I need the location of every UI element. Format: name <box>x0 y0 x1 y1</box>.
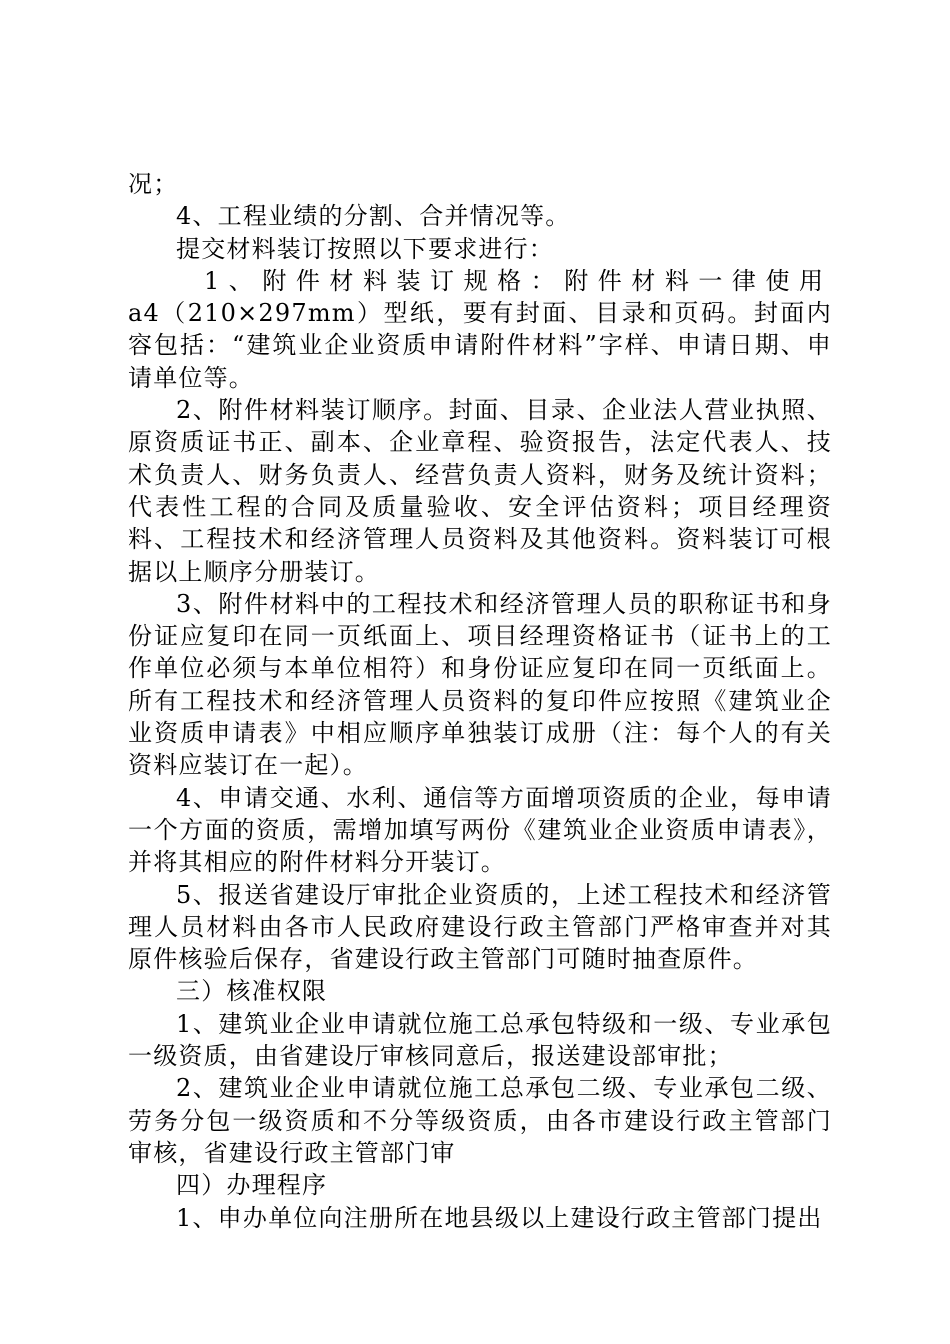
paragraph-authority-2: 2、建筑业企业申请就位施工总承包二级、专业承包二级、劳务分包一级资质和不分等级资质，由各市建设行政主管部门审核，省建设行政主管部门审 <box>128 1074 832 1167</box>
paragraph-item-4-performance: 4、工程业绩的分割、合并情况等。 <box>176 202 571 231</box>
paragraph-binding-spec-heading: 1、附件材料装订规格：附件材料一律使用 <box>204 266 832 295</box>
paragraph-copy-requirements: 3、附件材料中的工程技术和经济管理人员的职称证书和身份证应复印在同一页纸面上、项目经理资格证书（证书上的工作单位必须与本单位相符）和身份证应复印在同一页纸面上。所有工程技术和经济管理人员资料的复印件应按照《建筑业企业资质申请表》中相应顺序单独装订成册（注：每个人的有关资料应装订在一起）。 <box>128 589 832 780</box>
paragraph-review-storage: 5、报送省建设厅审批企业资质的，上述工程技术和经济管理人员材料由各市人民政府建设行政主管部门严格审查并对其原件核验后保存，省建设行政主管部门可随时抽查原件。 <box>128 880 832 974</box>
paragraph-continuation: 况； <box>128 170 179 198</box>
document-page <box>128 168 832 1234</box>
section-heading-procedure: 四）办理程序 <box>176 1171 328 1200</box>
paragraph-procedure-1: 1、申办单位向注册所在地县级以上建设行政主管部门提出 <box>176 1203 823 1232</box>
paragraph-binding-order: 2、附件材料装订顺序。封面、目录、企业法人营业执照、原资质证书正、副本、企业章程、验资报告，法定代表人、技术负责人、财务负责人、经营负责人资料，财务及统计资料；代表性工程的合同及质量验收、安全评估资料；项目经理资料、工程技术和经济管理人员资料及其他资料。资料装订可根据以上顺序分册装订。 <box>128 396 832 586</box>
section-heading-approval-authority: 三）核准权限 <box>176 977 328 1006</box>
paragraph-binding-spec-body: a4（210×297mm）型纸，要有封面、目录和页码。封面内容包括：“建筑业企业资质申请附件材料”字样、申请日期、申请单位等。 <box>128 299 832 392</box>
paragraph-additional-qualifications: 4、申请交通、水利、通信等方面增项资质的企业，每申请一个方面的资质，需增加填写两份《建筑业企业资质申请表》，并将其相应的附件材料分开装订。 <box>128 783 832 877</box>
paragraph-authority-1: 1、建筑业企业申请就位施工总承包特级和一级、专业承包一级资质，由省建设厅审核同意后，报送建设部审批； <box>128 1009 832 1071</box>
paragraph-binding-intro: 提交材料装订按照以下要求进行： <box>176 234 554 263</box>
